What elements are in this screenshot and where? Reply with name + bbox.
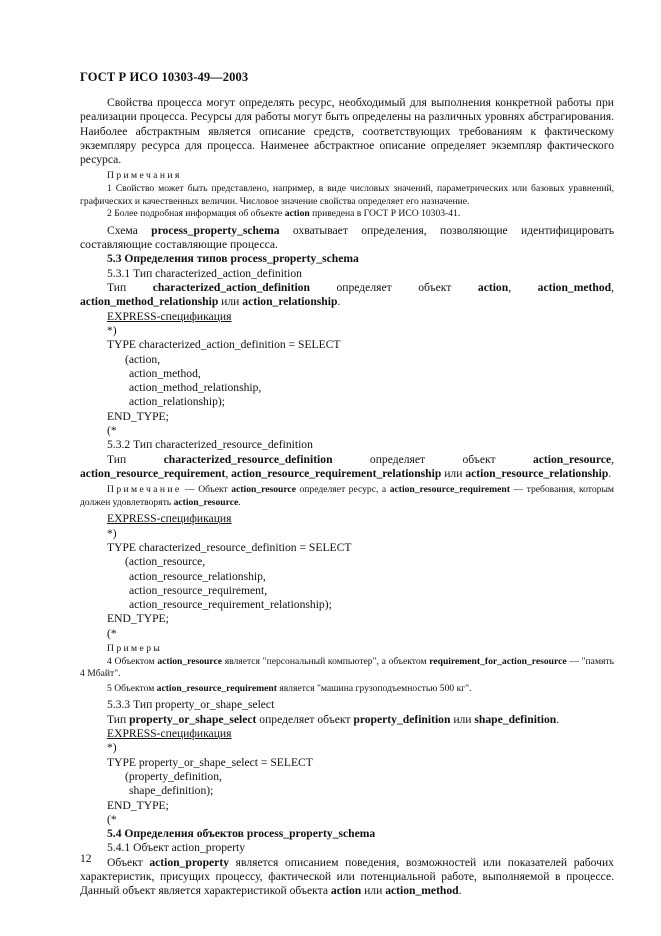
notes-title: Примечания [107, 170, 182, 182]
page-number: 12 [80, 852, 92, 865]
section-5-4-1-heading: 5.4.1 Объект action_property [107, 841, 246, 855]
code-close-2: (* [107, 626, 117, 640]
code-end-3: END_TYPE; [107, 798, 169, 812]
code-1-line-2: (action, [125, 352, 161, 366]
code-3-line-1: TYPE property_or_shape_select = SELECT [107, 755, 313, 769]
code-close-1: (* [107, 424, 117, 438]
example-4: 4 Объектом action_resource является "персональный компьютер", а объектом requirement_for_action_resource — "память 4 Мбайт". [80, 655, 614, 680]
paragraph-type-1: Тип characterized_action_definition определяет объект action, action_method, action_method_relationship или action_relationship. [80, 281, 614, 309]
code-3-line-3: shape_definition); [129, 784, 214, 798]
express-label-2: EXPRESS-спецификация [107, 512, 232, 526]
note-1: 1 Свойство может быть представлено, например, в виде числовых значений, параметрических или базовых уравнений, графических и качественных величин. Числовое значение свойства определяет его назначение. [80, 183, 614, 207]
section-5-4-heading: 5.4 Определения объектов process_property_schema [107, 827, 376, 841]
express-label-1: EXPRESS-спецификация [107, 309, 232, 323]
code-2-line-5: action_resource_requirement_relationship); [129, 598, 332, 612]
section-5-3-1-heading: 5.3.1 Тип characterized_action_definition [107, 266, 302, 280]
code-open-1: *) [107, 323, 117, 337]
section-5-3-3-heading: 5.3.3 Тип property_or_shape_select [107, 698, 275, 712]
code-1-line-4: action_method_relationship, [129, 381, 262, 395]
paragraph-type-3: Тип property_or_shape_select определяет объект property_definition или shape_definition. [107, 712, 560, 726]
document-header: ГОСТ Р ИСО 10303-49—2003 [80, 70, 249, 84]
code-close-3: (* [107, 812, 117, 826]
section-5-3-heading: 5.3 Определения типов process_property_schema [107, 252, 359, 266]
note-2: 2 Более подробная информация об объекте action приведена в ГОСТ Р ИСО 10303-41. [107, 208, 461, 220]
code-3-line-2: (property_definition, [125, 769, 222, 783]
document-body [80, 96, 614, 899]
code-2-line-3: action_resource_relationship, [129, 569, 266, 583]
code-end-1: END_TYPE; [107, 409, 169, 423]
note-3: Примечание — Объект action_resource определяет ресурс, а action_resource_requirement — требования, которым должен удовлетворять action_resource. [80, 484, 614, 508]
examples-title: Примеры [107, 643, 163, 655]
paragraph-object-1: Объект action_property является описанием поведения, возможностей или показателей рабочих характеристик, присущих процессу, фактической или потенциальной работе, выполняемой в процессе. Данный объект является характеристикой объекта action или action_method. [80, 855, 614, 898]
code-2-line-2: (action_resource, [125, 555, 206, 569]
code-end-2: END_TYPE; [107, 612, 169, 626]
express-label-3: EXPRESS-спецификация [107, 727, 232, 741]
paragraph-schema: Схема process_property_schema охватывает определения, позволяющие идентифицировать составляющие составляющие процесса. [80, 223, 614, 252]
code-1-line-3: action_method, [129, 366, 201, 380]
code-2-line-1: TYPE characterized_resource_definition = SELECT [107, 540, 352, 554]
code-1-line-1: TYPE characterized_action_definition = SELECT [107, 338, 341, 352]
example-5: 5 Объектом action_resource_requirement является "машина грузоподъемностью 500 кг". [107, 682, 472, 694]
code-1-line-5: action_relationship); [129, 395, 225, 409]
paragraph-type-2: Тип characterized_resource_definition определяет объект action_resource, action_resource_requirement, action_resource_requirement_relationship или action_resource_relationship. [80, 452, 614, 480]
code-2-line-4: action_resource_requirement, [129, 583, 268, 597]
code-open-3: *) [107, 741, 117, 755]
paragraph-resources: Свойства процесса могут определять ресурс, необходимый для выполнения конкретной работы при реализации процесса. Ресурсы для работы могут быть определены на различных уровнях абстрагирования. Наиболее абстрактным является описание средств, соответствующих требованиям к фактическому экземпляру ресурса для процесса. Наименее абстрактное описание определяет экземпляр фактического ресурса. [80, 96, 614, 167]
code-open-2: *) [107, 526, 117, 540]
section-5-3-2-heading: 5.3.2 Тип characterized_resource_definition [107, 438, 313, 452]
